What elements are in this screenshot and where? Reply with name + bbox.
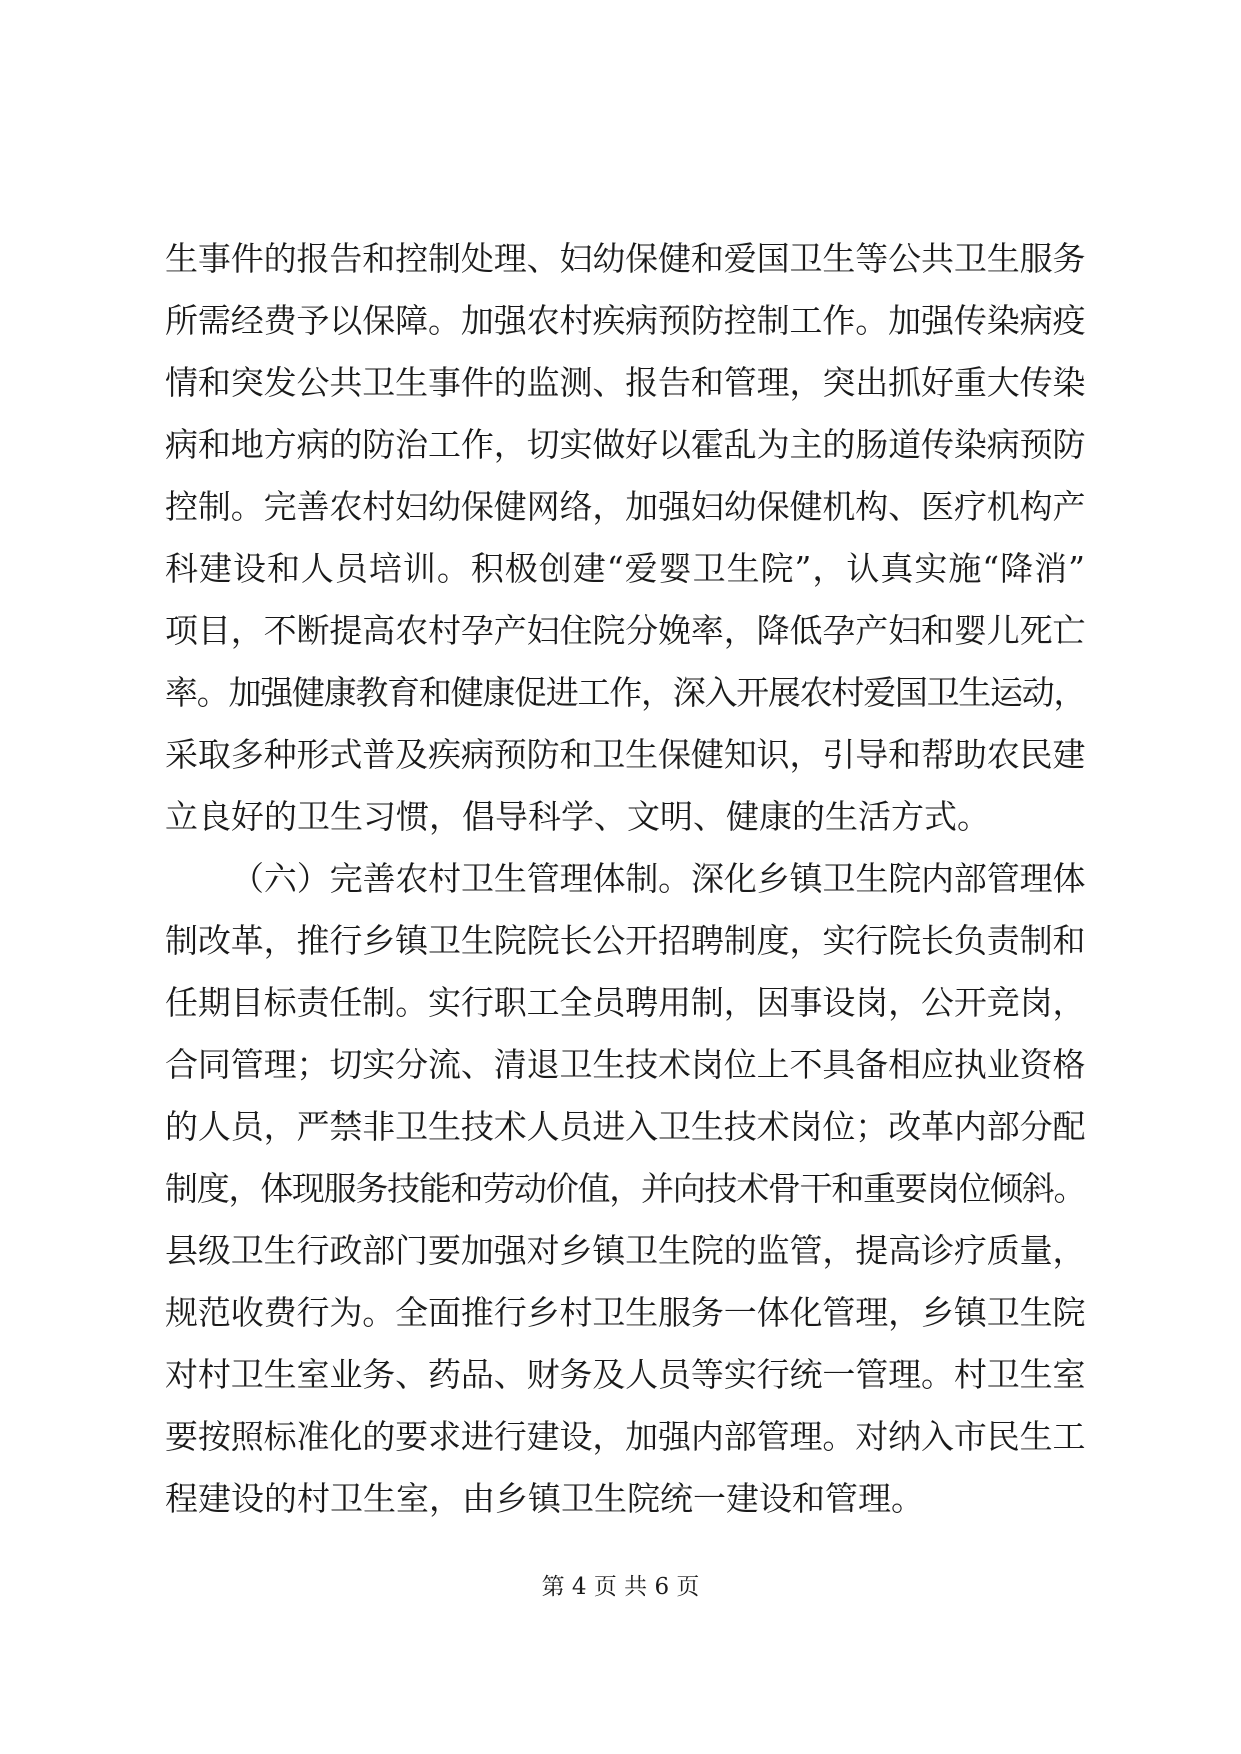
text-line: 所需经费予以保障。加强农村疾病预防控制工作。加强传染病疫 <box>165 301 1085 340</box>
text-line: 的人员，严禁非卫生技术人员进入卫生技术岗位；改革内部分配 <box>165 1107 1085 1146</box>
text-line: 率。加强健康教育和健康促进工作，深入开展农村爱国卫生运动， <box>165 673 1085 712</box>
text-line: 制改革，推行乡镇卫生院院长公开招聘制度，实行院长负责制和 <box>165 921 1085 960</box>
text-line: 对村卫生室业务、药品、财务及人员等实行统一管理。村卫生室 <box>165 1355 1085 1394</box>
page-number-footer: 第 4 页 共 6 页 <box>541 1574 700 1600</box>
section-heading-line: （六）完善农村卫生管理体制。深化乡镇卫生院内部管理体 <box>231 859 1085 898</box>
paragraph-last-line: 程建设的村卫生室，由乡镇卫生院统一建设和管理。 <box>165 1479 924 1518</box>
text-line: 科建设和人员培训。积极创建“爱婴卫生院”，认真实施“降消” <box>165 549 1085 588</box>
text-line: 县级卫生行政部门要加强对乡镇卫生院的监管，提高诊疗质量， <box>165 1231 1085 1270</box>
text-line: 任期目标责任制。实行职工全员聘用制，因事设岗，公开竞岗， <box>165 983 1085 1022</box>
text-line: 合同管理；切实分流、清退卫生技术岗位上不具备相应执业资格 <box>165 1045 1085 1084</box>
text-line: 病和地方病的防治工作，切实做好以霍乱为主的肠道传染病预防 <box>165 425 1085 464</box>
text-line: 项目，不断提高农村孕产妇住院分娩率，降低孕产妇和婴儿死亡 <box>165 611 1085 650</box>
body-text <box>165 228 1085 1530</box>
text-line: 规范收费行为。全面推行乡村卫生服务一体化管理，乡镇卫生院 <box>165 1293 1085 1332</box>
text-line: 制度，体现服务技能和劳动价值，并向技术骨干和重要岗位倾斜。 <box>165 1169 1085 1208</box>
text-line: 要按照标准化的要求进行建设，加强内部管理。对纳入市民生工 <box>165 1417 1085 1456</box>
text-line: 情和突发公共卫生事件的监测、报告和管理，突出抓好重大传染 <box>165 363 1085 402</box>
text-line: 采取多种形式普及疾病预防和卫生保健知识，引导和帮助农民建 <box>165 735 1085 774</box>
paragraph-last-line: 立良好的卫生习惯，倡导科学、文明、健康的生活方式。 <box>165 797 990 836</box>
text-line: 生事件的报告和控制处理、妇幼保健和爱国卫生等公共卫生服务 <box>165 239 1085 278</box>
text-line: 控制。完善农村妇幼保健网络，加强妇幼保健机构、医疗机构产 <box>165 487 1085 526</box>
